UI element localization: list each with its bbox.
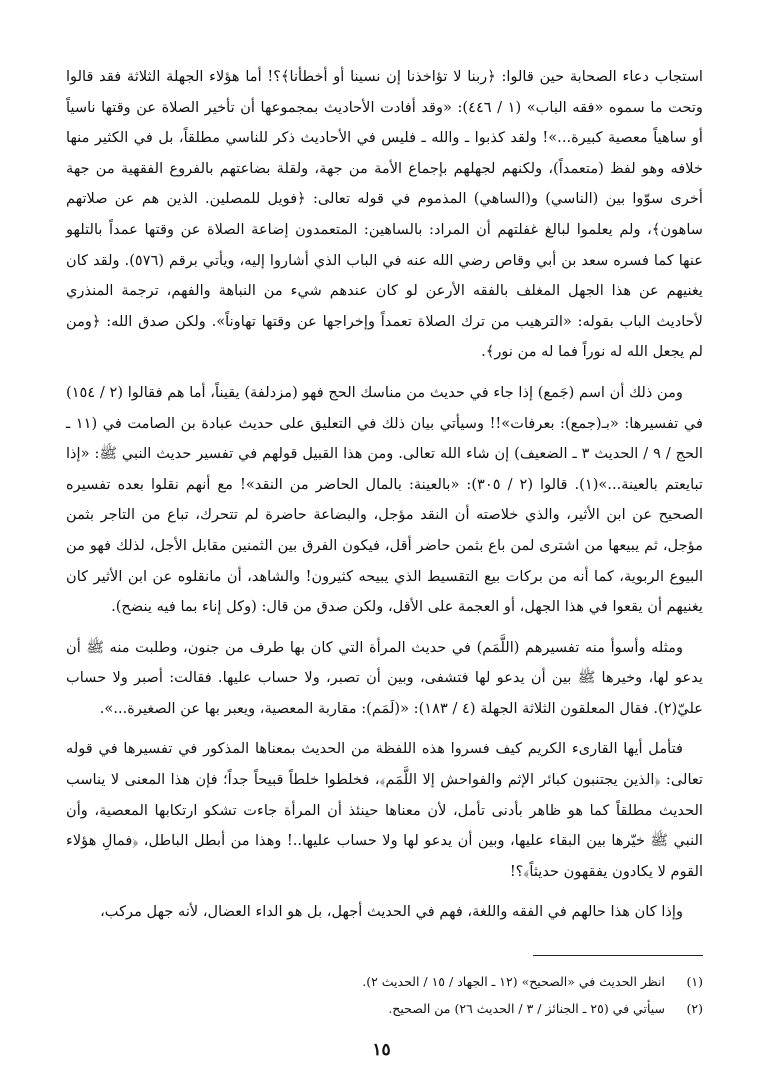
footnote-2	[66, 995, 703, 1022]
footnote-divider	[533, 955, 703, 956]
footnote-text: انظر الحديث في «الصحيح» (١٢ ـ الجهاد / ١٥ / الحديث ٢).	[362, 974, 665, 989]
paragraph-1: استجاب دعاء الصحابة حين قالوا: ﴿ربنا لا تؤاخذنا إن نسينا أو أخطأنا﴾؟! أما هؤلاء الجهلة الثلاثة فقد قالوا وتحت ما سموه «فقه الباب» (١ / ٤٤٦): «وقد أفادت الأحاديث بمجموعها أن تأخير الصلاة عن وقتها ناسياً أو ساهياً معصية كبيرة...»! ولقد كذبوا ـ والله ـ فليس في الأحاديث ذكر للناسي مطلقاً، بل في الكثير منها خلافه وهو لفظ (متعمداً)، ولكنهم لجهلهم بإجماع الأمة من جهة، ولقلة بضاعتهم بالفروع الفقهية من جهة أخرى سوّوا بين (الناسي) و(الساهي) المذموم في قوله تعالى: ﴿فويل للمصلين. الذين هم عن صلاتهم ساهون﴾، ولم يعلموا لبالغ غفلتهم أن المراد: بالساهين: المتعمدون إضاعة الصلاة عن وقتها عمداً بالتلهو عنها كما فسره سعد بن أبي وقاص رضي الله عنه في الباب الذي أشاروا إليه، ويأتي برقم (٥٧٦). ولقد كان يغنيهم عن هذا الجهل المغلف بالفقه الأرعن لو كان عندهم شيء من النباهة والفهم، ترجمة المنذري لأحاديث الباب بقوله: «الترهيب من ترك الصلاة تعمداً وإخراجها عن وقتها تهاوناً». ولكن صدق الله: ﴿ومن لم يجعل الله له نوراً فما له من نور﴾.	[66, 68, 703, 361]
footnote-number: (٢)	[686, 1001, 703, 1016]
paragraph-3: ومثله وأسوأ منه تفسيرهم (اللَّمَم) في حديث المرأة التي كان بها طرف من جنون، وطلبت منه ﷺ أن يدعو لها، وخيرها ﷺ بين أن يدعو لها فتشفى، وبين أن تصبر، ولا حساب عليها. فقالت: أصبر ولا حساب عليّ(٢). فقال المعلقون الثلاثة الجهلة (٤ / ١٨٣): «(لَمَم): مقاربة المعصية، ويعبر بها عن الصغيرة...».	[66, 638, 703, 717]
footnote-1	[66, 968, 703, 995]
page-number: ١٥	[372, 1040, 391, 1060]
main-text	[66, 62, 703, 938]
paragraph-4: فتأمل أيها القارىء الكريم كيف فسروا هذه اللفظة من الحديث بمعناها المذكور في تفسيرها في قوله تعالى: ﴿الذين يجتنبون كبائر الإثم والفواحش إلا اللَّمَم﴾، فخلطوا خلطاً قبيحاً جداً؛ فإن هذا المعنى لا يناسب الحديث مطلقاً كما هو ظاهر بأدنى تأمل، لأن معناها حينئذ أن المرأة جاءت تشكو ارتكابها المعصية، وأن النبي ﷺ خيّرها بين البقاء عليها، وبين أن يدعو لها ولا حساب عليها..! وهذا من أبطل الباطل، ﴿فمالِ هؤلاء القوم لا يكادون يفقهون حديثاً﴾؟!	[66, 740, 703, 880]
footnotes	[66, 968, 703, 1022]
footnote-number: (١)	[686, 974, 703, 989]
paragraph-5: وإذا كان هذا حالهم في الفقه واللغة، فهم في الحديث أجهل، بل هو الداء العضال، لأنه جهل مركب،	[100, 903, 683, 921]
paragraph-2: ومن ذلك أن اسم (جَمع) إذا جاء في حديث من مناسك الحج فهو (مزدلفة) يقيناً، أما هم فقالوا (٢ / ١٥٤) في تفسيرها: «بـ(جمع): بعرفات»!! وسيأتي بيان ذلك في التعليق على حديث عبادة بن الصامت في (١١ ـ الحج / ٩ / الحديث ٣ ـ الضعيف) إن شاء الله تعالى. ومن هذا القبيل قولهم في تفسير حديث النبي ﷺ: «إذا تبايعتم بالعينة...»(١). قالوا (٢ / ٣٠٥): «بالعينة: بالمال الحاضر من النقد»! مع أنهم نقلوا بعده تفسيره الصحيح عن ابن الأثير، والذي خلاصته أن النقد مؤجل، والبضاعة حاضرة لم تتحرك، تباع من التاجر بثمن مؤجل، ثم يبيعها من اشترى لمن باع بثمن حاضر أقل، فيكون الفرق بين الثمنين مقابل الأجل، لذلك فهو من البيوع الربوية، كما أنه من بركات بيع التقسيط الذي يبيحه كثيرون! والشاهد، أن مانقلوه عن ابن الأثير كان يغنيهم أن يقعوا في هذا الجهل، أو العجمة على الأقل، ولكن صدق من قال: (وكل إناء بما فيه ينضح).	[66, 383, 703, 616]
footnote-text: سيأتي في (٢٥ ـ الجنائز / ٣ / الحديث ٢٦) من الصحيح.	[388, 1001, 665, 1016]
